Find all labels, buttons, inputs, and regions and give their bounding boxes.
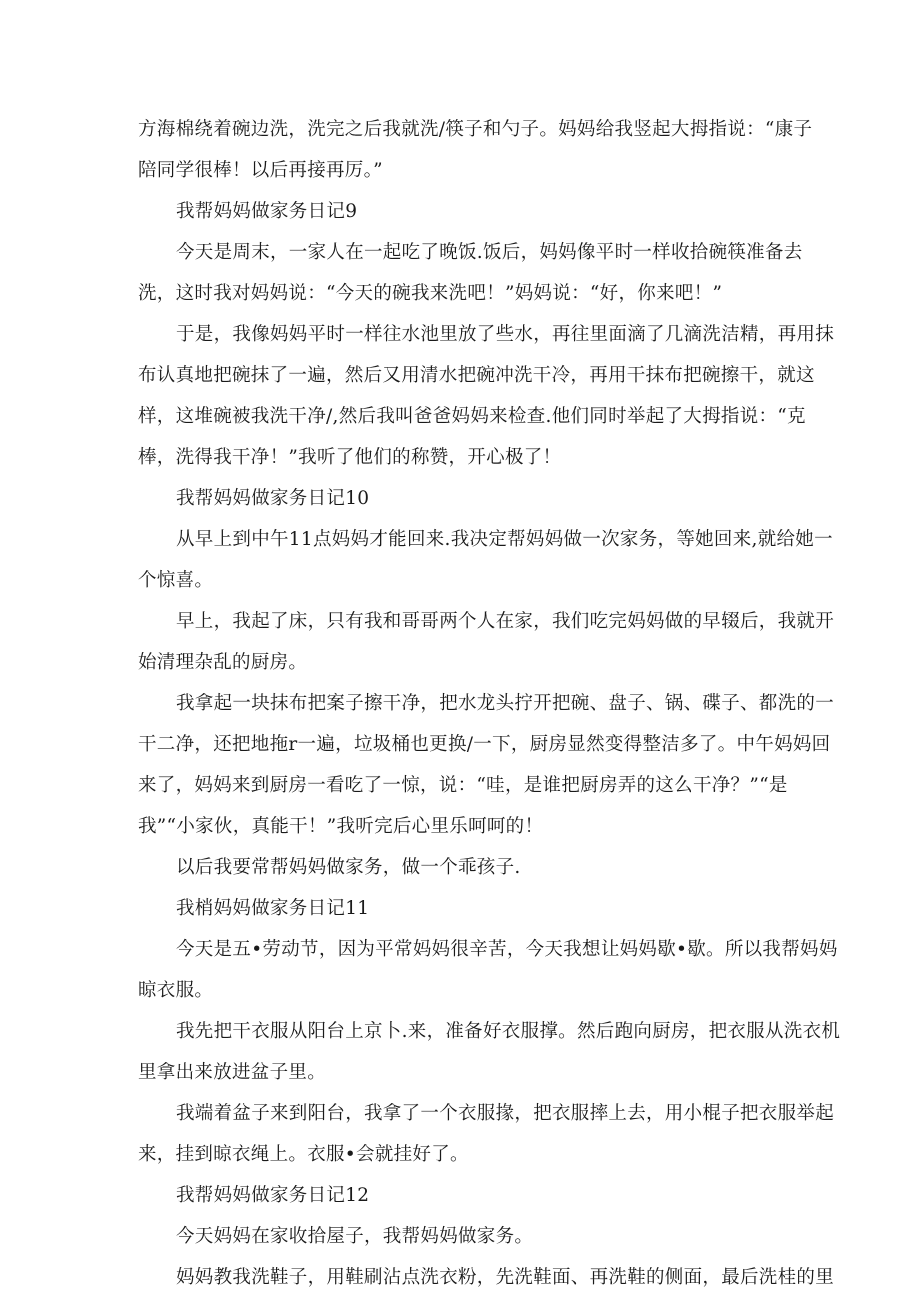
paragraph-start: 我端着盆子来到阳台，我拿了一个衣服掾，把衣服摔上去，用小棍子把衣服举起 [176,1103,835,1124]
text-line: 干二净，还把地拖r一遍，垃圾桶也更换/一下，厨房显然变得整洁多了。中午妈妈回 [138,734,831,755]
paragraph-start: 今天妈妈在家收拾屋子，我帮妈妈做家务。 [176,1226,534,1247]
section-heading: 我帮妈妈做家务日记10 [176,488,370,509]
paragraph-start: 我拿起一块抹布把案子擦干净，把水龙头拧开把碗、盘子、锅、碟子、都洗的一 [176,693,835,714]
paragraph-start: 于是，我像妈妈平时一样往水池里放了些水，再往里面滴了几滴洗洁精，再用抹 [176,324,835,345]
text-line: 里拿出来放进盆子里。 [138,1062,327,1083]
paragraph-start: 今天是五•劳动节，因为平常妈妈很辛苦，今天我想让妈妈歇•歇。所以我帮妈妈 [176,939,838,960]
text-line: 方海棉绕着碗边洗，洗完之后我就洗/筷子和勺子。妈妈给我竖起大拇指说：“康子 [138,119,813,140]
text-line: 棒，洗得我干净！”我听了他们的称赞，开心极了！ [138,447,562,468]
text-line: 来了，妈妈来到厨房一看吃了一惊，说：“哇，是谁把厨房弄的这么干净？”“是 [138,775,788,796]
text-line: 晾衣服。 [138,980,214,1001]
text-line: 样，这堆碗被我洗干净/,然后我叫爸爸妈妈来检查.他们同时举起了大拇指说：“克 [138,406,806,427]
paragraph-start: 我先把干衣服从阳台上京卜.来，准备好衣服撑。然后跑向厨房，把衣服从洗衣机 [176,1021,841,1042]
text-line: 始清理杂乱的厨房。 [138,652,308,673]
paragraph-start: 今天是周末，一家人在一起吃了晚饭.饭后，妈妈像平时一样收拾碗筷准备去 [176,242,803,263]
text-line: 我”“小家伙，真能干！”我听完后心里乐呵呵的！ [138,816,544,837]
section-heading: 我帮妈妈做家务日记9 [176,201,358,222]
paragraph-start: 妈妈教我洗鞋子，用鞋刷沾点洗衣粉，先洗鞋面、再洗鞋的侧面，最后洗桂的里 [176,1267,835,1288]
section-heading: 我帮妈妈做家务日记12 [176,1185,370,1206]
paragraph-start: 从早上到中午11点妈妈才能回来.我决定帮妈妈做一次家务，等她回来,就给她一 [176,529,833,550]
text-line: 洗，这时我对妈妈说：“今天的碗我来洗吧！”妈妈说：“好，你来吧！” [138,283,723,304]
paragraph-start: 早上，我起了床，只有我和哥哥两个人在家，我们吃完妈妈做的早辍后，我就开 [176,611,835,632]
text-line: 布认真地把碗抹了一遍，然后又用清水把碗冲洗干冷，再用干抹布把碗擦干，就这 [138,365,815,386]
section-heading: 我梢妈妈做家务日记11 [176,898,370,919]
text-line: 陪同学很棒！以后再接再厉。” [138,160,383,181]
paragraph-start: 以后我要常帮妈妈做家务，做一个乖孩子. [176,857,521,878]
text-line: 个惊喜。 [138,570,214,591]
text-line: 来，挂到晾衣绳上。衣服•会就挂好了。 [138,1144,469,1165]
